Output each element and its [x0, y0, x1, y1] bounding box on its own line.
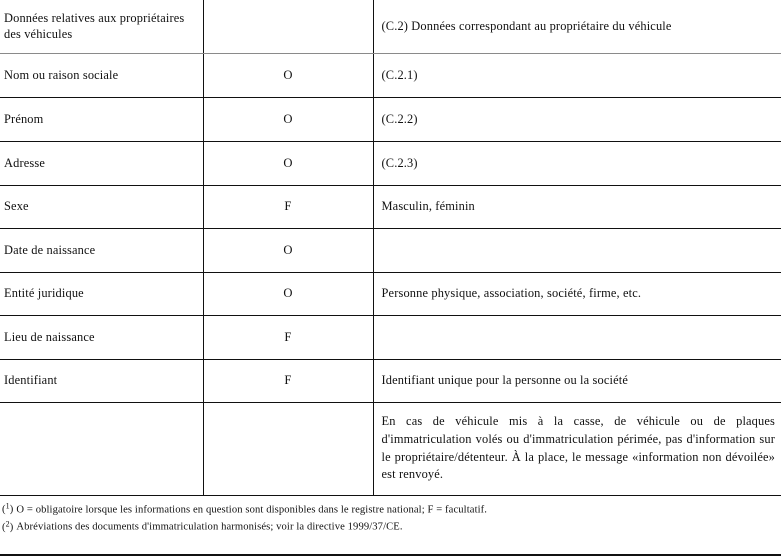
- table-cell-desc: [373, 359, 781, 402]
- table-cell-flag: [203, 141, 373, 185]
- table-cell-desc: [373, 315, 781, 359]
- table-row: [0, 402, 781, 495]
- footnote-text: Abréviations des documents d'immatriculation harmonisés; voir la directive 1999/37/CE.: [16, 521, 403, 533]
- row-flag: F: [284, 199, 292, 213]
- footnotes-block: [0, 496, 781, 541]
- footnote-marker: ($^1$): [2, 501, 14, 515]
- table-cell-label: [0, 315, 203, 359]
- row-label: Sexe: [4, 199, 29, 214]
- table-row: [0, 97, 781, 141]
- row-label: Identifiant: [4, 373, 58, 388]
- row-desc: Personne physique, association, société, firme, etc.: [381, 286, 642, 301]
- row-flag: O: [283, 286, 293, 300]
- table-cell-flag: [203, 402, 373, 495]
- table-cell-label: [0, 0, 203, 53]
- table-cell-flag: [203, 272, 373, 315]
- row-desc: (C.2.3): [381, 155, 418, 170]
- footnote-marker: ($^2$): [2, 519, 14, 533]
- table-cell-flag: [203, 359, 373, 402]
- table-row: [0, 228, 781, 272]
- row-flag: F: [284, 373, 292, 387]
- row-label: Prénom: [4, 111, 44, 126]
- row-desc: (C.2) Données correspondant au propriétaire du véhicule: [381, 19, 672, 34]
- table-cell-flag: [203, 185, 373, 228]
- table-cell-label: [0, 185, 203, 228]
- footnote-marker-number: 2: [5, 519, 10, 529]
- table-cell-desc: [373, 228, 781, 272]
- footnote-marker-number: 1: [5, 501, 10, 511]
- table-row: [0, 53, 781, 97]
- table-cell-desc: [373, 53, 781, 97]
- row-label: Adresse: [4, 155, 45, 170]
- table-cell-flag: [203, 53, 373, 97]
- table-cell-desc: [373, 402, 781, 495]
- table-cell-label: [0, 359, 203, 402]
- row-flag: O: [283, 155, 293, 170]
- table-row: [0, 315, 781, 359]
- table-row: [0, 0, 781, 53]
- row-flag: O: [283, 67, 293, 82]
- row-desc: [374, 244, 781, 256]
- row-label: Date de naissance: [4, 242, 96, 257]
- table-cell-desc: [373, 0, 781, 53]
- table-cell-label: [0, 53, 203, 97]
- table-cell-flag: [203, 315, 373, 359]
- row-desc: (C.2.2): [381, 111, 418, 126]
- page-bottom-rule: [0, 554, 781, 556]
- table-cell-desc: [373, 141, 781, 185]
- table-row: [0, 141, 781, 185]
- table-cell-label: [0, 228, 203, 272]
- row-label: [0, 443, 203, 455]
- row-flag: F: [284, 329, 292, 344]
- table-cell-desc: [373, 272, 781, 315]
- row-desc: (C.2.1): [381, 67, 418, 82]
- table-cell-desc: [373, 97, 781, 141]
- row-flag: O: [283, 111, 293, 126]
- row-desc: [374, 331, 781, 343]
- table-row: [0, 272, 781, 315]
- table-cell-flag: [203, 0, 373, 53]
- row-desc: Identifiant unique pour la personne ou la société: [381, 373, 628, 388]
- table-cell-label: [0, 97, 203, 141]
- table-cell-desc: [373, 185, 781, 228]
- table-row: [0, 185, 781, 228]
- table-row: [0, 359, 781, 402]
- table-cell-label: [0, 141, 203, 185]
- table-cell-label: [0, 402, 203, 495]
- table-cell-flag: [203, 228, 373, 272]
- table-cell-flag: [203, 97, 373, 141]
- footnote-item: [2, 501, 777, 519]
- row-flag: O: [283, 242, 293, 257]
- row-label: Lieu de naissance: [4, 329, 95, 344]
- footnote-text: O = obligatoire lorsque les informations en question sont disponibles dans le registre national; F = facultatif.: [16, 503, 488, 515]
- row-label: Entité juridique: [4, 286, 84, 301]
- row-desc: Masculin, féminin: [381, 199, 475, 214]
- footnote-item: [2, 518, 777, 536]
- table-cell-label: [0, 272, 203, 315]
- row-label: Nom ou raison sociale: [4, 67, 119, 82]
- row-desc-paragraph: En cas de véhicule mis à la casse, de véhicule ou de plaques d'immatriculation volés ou d'immatriculation périmée, pas d'information sur le propriétaire/détenteur. À la place, le message «information non dévoilée» est renvoyé.: [381, 414, 775, 482]
- row-label: Données relatives aux propriétaires des véhicules: [4, 11, 185, 42]
